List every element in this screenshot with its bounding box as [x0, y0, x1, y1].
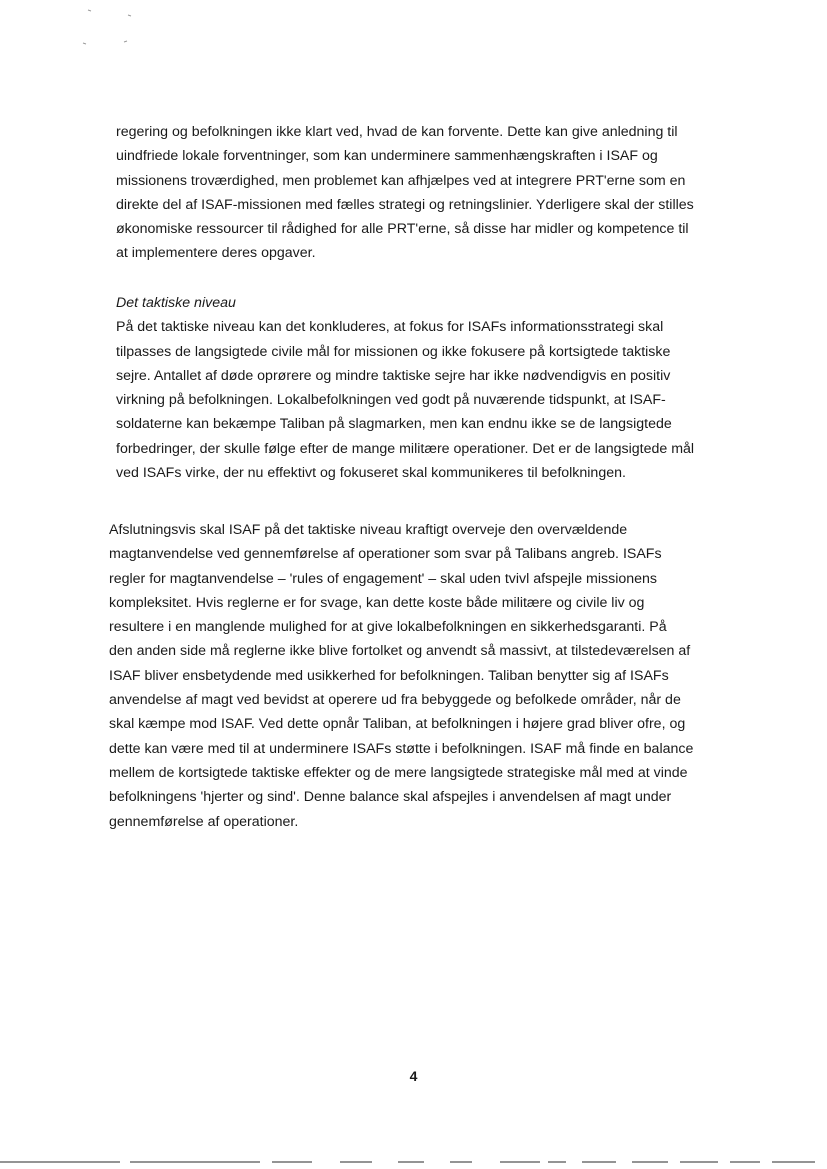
section-heading: Det taktiske niveau — [116, 295, 236, 311]
paragraph-line: På det taktiske niveau kan det konkluderes, at fokus for ISAFs informationsstrategi skal — [116, 319, 664, 336]
paragraph-line: den anden side må reglerne ikke blive fortolket og anvendt så massivt, at tilstedeværelsen af — [109, 643, 691, 660]
paragraph-line: økonomiske ressourcer til rådighed for alle PRT'erne, så disse har midler og kompetence til — [116, 221, 689, 238]
paragraph-line: Afslutningsvis skal ISAF på det taktiske niveau kraftigt overveje den overvældende — [109, 522, 628, 538]
paragraph-line: mellem de kortsigtede taktiske effekter og de mere langsigtede strategiske mål med at vinde — [109, 764, 688, 781]
section-tactical-level — [116, 291, 716, 485]
paragraph-line: uindfriede lokale forventninger, som kan underminere sammenhængskraften i ISAF og — [116, 148, 658, 165]
paragraph-line: skal kæmpe mod ISAF. Ved dette opnår Taliban, at befolkningen i højere grad bliver ofre, og — [109, 716, 686, 733]
paragraph-line: regering og befolkningen ikke klart ved, hvad de kan forvente. Dette kan give anledning til — [116, 124, 678, 140]
paragraph-line: ved ISAFs virke, der nu effektivt og fokuseret skal kommunikeres til befolkningen. — [116, 465, 626, 482]
paragraph-3 — [109, 518, 709, 834]
paragraph-line: tilpasses de langsigtede civile mål for missionen og ikke fokusere på kortsigtede taktiske — [116, 343, 671, 360]
paragraph-line: dette kan være med til at underminere ISAFs støtte i befolkningen. ISAF må finde en balance — [109, 740, 694, 757]
paragraph-line: at implementere deres opgaver. — [116, 245, 316, 262]
paragraph-line: befolkningens 'hjerter og sind'. Denne balance skal afspejles i anvendelsen af magt under — [109, 789, 672, 806]
paragraph-line: kompleksitet. Hvis reglerne er for svage, kan dette koste både militære og civile liv og — [109, 594, 645, 611]
paragraph-line: ISAF bliver ensbetydende med usikkerhed for befolkningen. Taliban benytter sig af ISAFs — [109, 667, 669, 684]
paragraph-line: magtanvendelse ved gennemførelse af operationer som svar på Talibans angreb. ISAFs — [109, 546, 662, 563]
paragraph-line: anvendelse af magt ved bevidst at operere ud fra bebyggede og befolkede områder, når de — [109, 692, 681, 709]
paragraph-line: resultere i en manglende mulighed for at give lokalbefolkningen en sikkerhedsgaranti. På — [109, 619, 667, 636]
paragraph-line: forbedringer, der skulle følge efter de mange militære operationer. Det er de langsigtede mål — [116, 440, 695, 457]
paragraph-line: sejre. Antallet af døde oprørere og mindre taktiske sejre har ikke nødvendigvis en positiv — [116, 367, 671, 384]
paragraph-line: direkte del af ISAF-missionen med fælles strategi og retningslinier. Yderligere skal der stilles — [116, 196, 694, 213]
paragraph-line: missionens troværdighed, men problemet kan afhjælpes ved at integrere PRT'erne som en — [116, 172, 686, 189]
paragraph-line: virkning på befolkningen. Lokalbefolkningen ved godt på nuværende tidspunkt, at ISAF- — [116, 392, 666, 409]
paragraph-line: gennemførelse af operationer. — [109, 813, 299, 830]
page-number: 4 — [409, 1068, 418, 1084]
paragraph-line: regler for magtanvendelse – 'rules of engagement' – skal uden tvivl afspejle missionens — [109, 570, 657, 587]
paragraph-1 — [116, 120, 716, 266]
paragraph-line: soldaterne kan bekæmpe Taliban på slagmarken, men kan endnu ikke se de langsigtede — [116, 416, 672, 433]
